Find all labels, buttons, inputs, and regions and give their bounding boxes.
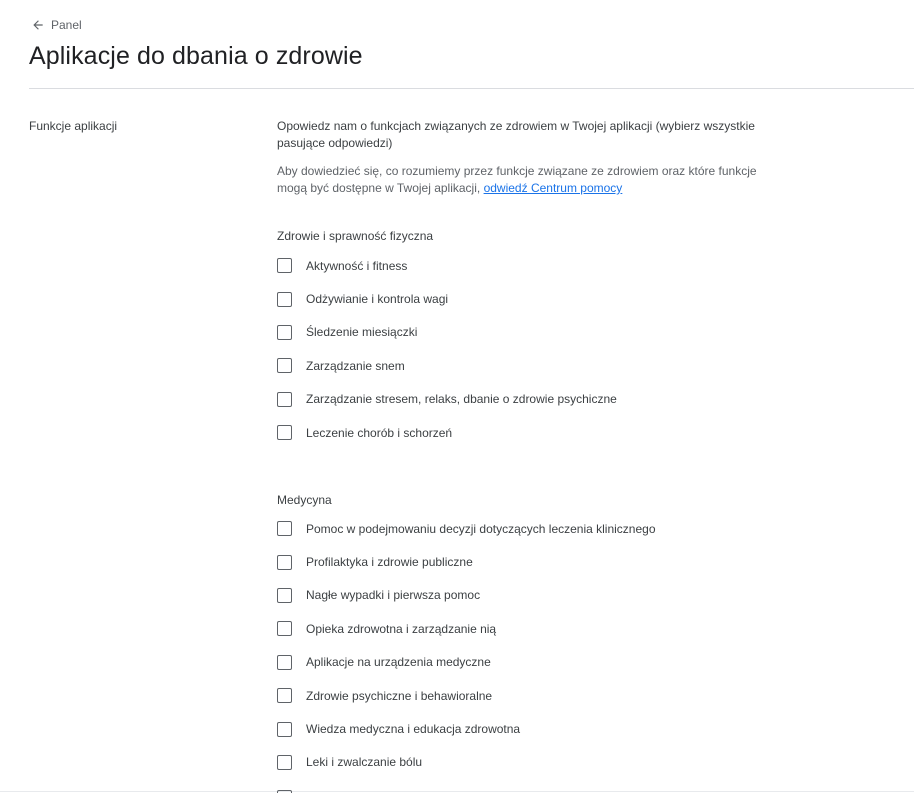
intro-text: Opowiedz nam o funkcjach związanych ze zdrowiem w Twojej aplikacji (wybierz wszystkie pasujące odpowiedzi) bbox=[277, 119, 755, 150]
checkbox[interactable] bbox=[277, 722, 292, 737]
option-mental-behavioral[interactable] bbox=[277, 679, 656, 712]
group-health-fitness bbox=[277, 229, 617, 449]
option-label: Leki i zwalczanie bólu bbox=[306, 755, 423, 770]
option-label: Aktywność i fitness bbox=[306, 258, 408, 273]
option-nutrition-weight[interactable] bbox=[277, 282, 617, 315]
option-label: Zarządzanie snem bbox=[306, 358, 405, 373]
checkbox[interactable] bbox=[277, 555, 292, 570]
option-disease-treatment[interactable] bbox=[277, 416, 617, 449]
checkbox[interactable] bbox=[277, 292, 292, 307]
bottom-edge bbox=[0, 791, 914, 792]
group-medicine bbox=[277, 493, 656, 779]
checkbox[interactable] bbox=[277, 392, 292, 407]
option-period-tracking[interactable] bbox=[277, 316, 617, 349]
option-label: Odżywianie i kontrola wagi bbox=[306, 292, 449, 307]
option-label: Aplikacje na urządzenia medyczne bbox=[306, 655, 491, 670]
option-healthcare-management[interactable] bbox=[277, 612, 656, 645]
option-label: Nagłe wypadki i pierwsza pomoc bbox=[306, 588, 481, 603]
option-label: Pomoc w podejmowaniu decyzji dotyczących leczenia klinicznego bbox=[306, 521, 656, 536]
checkbox[interactable] bbox=[277, 358, 292, 373]
options-list bbox=[277, 512, 656, 779]
option-label: Wiedza medyczna i edukacja zdrowotna bbox=[306, 722, 521, 737]
checkbox[interactable] bbox=[277, 425, 292, 440]
option-clinical-decision[interactable] bbox=[277, 512, 656, 545]
option-medical-devices[interactable] bbox=[277, 646, 656, 679]
option-activity-fitness[interactable] bbox=[277, 249, 617, 282]
checkbox[interactable] bbox=[277, 325, 292, 340]
option-prevention-public-health[interactable] bbox=[277, 545, 656, 578]
option-sleep[interactable] bbox=[277, 349, 617, 382]
checkbox[interactable] bbox=[277, 755, 292, 770]
option-label: Profilaktyka i zdrowie publiczne bbox=[306, 555, 473, 570]
option-label: Leczenie chorób i schorzeń bbox=[306, 425, 453, 440]
option-label: Zdrowie psychiczne i behawioralne bbox=[306, 688, 493, 703]
back-link[interactable] bbox=[31, 18, 82, 32]
section-label: Funkcje aplikacji bbox=[29, 119, 118, 133]
option-label: Śledzenie miesiączki bbox=[306, 325, 418, 340]
option-medication-pain[interactable] bbox=[277, 746, 656, 779]
checkbox[interactable] bbox=[277, 521, 292, 536]
options-list bbox=[277, 249, 617, 449]
option-label: Opieka zdrowotna i zarządzanie nią bbox=[306, 621, 497, 636]
help-center-link[interactable]: odwiedź Centrum pomocy bbox=[483, 181, 623, 195]
checkbox[interactable] bbox=[277, 655, 292, 670]
help-text-body: Aby dowiedzieć się, co rozumiemy przez funkcje związane ze zdrowiem oraz które funkcje mogą być dostępne w Twojej aplikacji, bbox=[277, 164, 757, 195]
checkbox[interactable] bbox=[277, 621, 292, 636]
group-title: Medycyna bbox=[277, 493, 332, 507]
checkbox[interactable] bbox=[277, 588, 292, 603]
arrow-left-icon bbox=[31, 18, 45, 32]
group-title: Zdrowie i sprawność fizyczna bbox=[277, 229, 434, 243]
option-emergency-first-aid[interactable] bbox=[277, 579, 656, 612]
page-title: Aplikacje do dbania o zdrowie bbox=[29, 42, 363, 70]
header-divider bbox=[29, 88, 914, 89]
option-medical-education[interactable] bbox=[277, 712, 656, 745]
back-link-label: Panel bbox=[51, 18, 82, 32]
checkbox[interactable] bbox=[277, 258, 292, 273]
section-content bbox=[277, 118, 777, 197]
option-stress-mental[interactable] bbox=[277, 383, 617, 416]
checkbox[interactable] bbox=[277, 688, 292, 703]
help-text bbox=[277, 163, 777, 197]
option-label: Zarządzanie stresem, relaks, dbanie o zdrowie psychiczne bbox=[306, 392, 617, 407]
